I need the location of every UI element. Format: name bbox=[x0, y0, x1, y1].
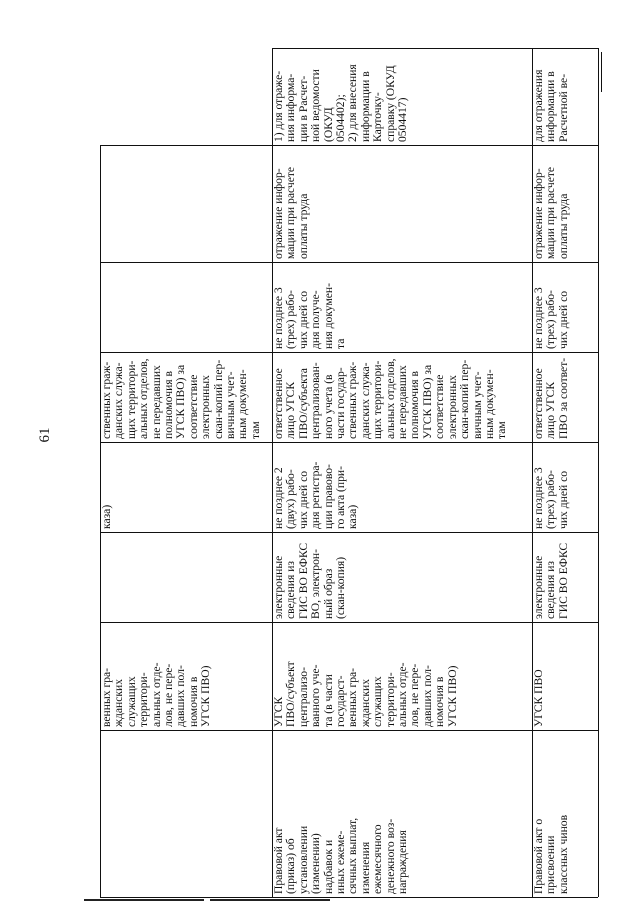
cell-purpose bbox=[100, 145, 272, 262]
cell-text-document: Правовой акт о присвоении классных чинов bbox=[532, 814, 570, 894]
cell-drafter bbox=[532, 622, 598, 730]
cell-text-note bbox=[100, 48, 272, 145]
cell-format bbox=[532, 532, 598, 622]
cell-text-receiver-deadline: не позднее 3 (трех) рабо- чих дней со bbox=[532, 287, 570, 349]
page-number: 61 bbox=[37, 427, 53, 443]
cell-responsible bbox=[272, 352, 532, 442]
footer-rule-2 bbox=[210, 899, 330, 901]
cell-text-format bbox=[100, 532, 272, 622]
cell-text-note: 1) для отраже- ния информа- ции в Расчет- ной ведомости (ОКУД 0504402); 2) для внесения информации в Карточку- справку (ОКУД 0504417) bbox=[272, 64, 410, 142]
cell-purpose bbox=[272, 145, 532, 262]
cell-responsible bbox=[532, 352, 598, 442]
cell-document bbox=[532, 730, 598, 897]
cell-drafter bbox=[272, 622, 532, 730]
cell-text-drafter: венных гра- жданских служащих территори- альных отде- лов, не пере- давших пол- номочия в УГСК ПВО) bbox=[100, 662, 213, 727]
cell-text-purpose: отражение инфор- мации при расчете оплаты труда bbox=[532, 166, 570, 259]
cell-text-document: Правовой акт (приказ) об установлении (изменении) надбавок и иных ежеме- сячных выплат, изменения ежемесячного денежного воз- награждения bbox=[272, 817, 410, 894]
cell-receiver-deadline bbox=[532, 262, 598, 352]
cell-text-note: для отражения информации в Расчетной ве- bbox=[532, 69, 570, 142]
cell-deadline bbox=[532, 442, 598, 532]
cell-drafter bbox=[100, 622, 272, 730]
cell-text-deadline: каза) bbox=[100, 504, 113, 529]
cell-note bbox=[272, 48, 532, 145]
table-border-right bbox=[598, 48, 599, 897]
cell-purpose bbox=[532, 145, 598, 262]
cell-text-deadline: не позднее 2 (двух) рабо- чих дней со дня регистра- ции правово- го акта (при- каза) bbox=[272, 461, 360, 529]
cell-text-purpose: отражение инфор- мации при расчете оплаты труда bbox=[272, 166, 310, 259]
cell-document bbox=[100, 730, 272, 897]
cell-format bbox=[272, 532, 532, 622]
cell-deadline bbox=[272, 442, 532, 532]
cell-text-drafter: УГСК ПВО bbox=[532, 669, 545, 727]
cell-text-responsible: ственных граж- данских служа- щих территори- альных отделов, не передавших полномочия в УГСК ПВО) за соответствие электронных скан-копий пер- вичным учет- ным докумен- там bbox=[100, 358, 262, 439]
cell-text-purpose bbox=[100, 145, 272, 262]
footer-rule-1 bbox=[84, 899, 204, 901]
cell-text-deadline: не позднее 3 (трех) рабо- чих дней со bbox=[532, 467, 570, 529]
cell-responsible bbox=[100, 352, 272, 442]
cell-text-receiver-deadline: не позднее 3 (трех) рабо- чих дней со дня получе- ния докумен- та bbox=[272, 283, 348, 349]
cell-text-responsible: ответственное лицо УГСК ПВО/субъекта централизован- ного учета (в части государ- ственных граж- данских служа- щих территори- альных отделов, не передавших полномочия в УГСК ПВО) за соответствие электронных скан-копий пер- вичным учет- ным докумен- там bbox=[272, 358, 509, 439]
cell-receiver-deadline bbox=[100, 262, 272, 352]
cell-text-format: электронные сведения из ГИС ВО ЕФКС ВО, электрон- ный образ (скан-копия) bbox=[272, 542, 348, 619]
cell-deadline bbox=[100, 442, 272, 532]
cell-document bbox=[272, 730, 532, 897]
table-edge-mark bbox=[601, 52, 602, 92]
cell-note bbox=[532, 48, 598, 145]
cell-receiver-deadline bbox=[272, 262, 532, 352]
cell-text-document bbox=[100, 730, 272, 897]
cell-text-receiver-deadline bbox=[100, 262, 272, 352]
cell-format bbox=[100, 532, 272, 622]
cell-text-drafter: УГСК ПВО/субъект централизо- ванного уче- та (в части государст- венных гра- жданских служащих территори- альных отде- лов, не пере- давших пол- номочия в УГСК ПВО) bbox=[272, 661, 459, 727]
cell-text-format: электронные сведения из ГИС ВО ЕФКС bbox=[532, 542, 570, 619]
cell-note bbox=[100, 48, 272, 145]
cell-text-responsible: ответственное лицо УГСК ПВО за соответ- bbox=[532, 357, 570, 439]
table-rule bbox=[100, 897, 598, 898]
